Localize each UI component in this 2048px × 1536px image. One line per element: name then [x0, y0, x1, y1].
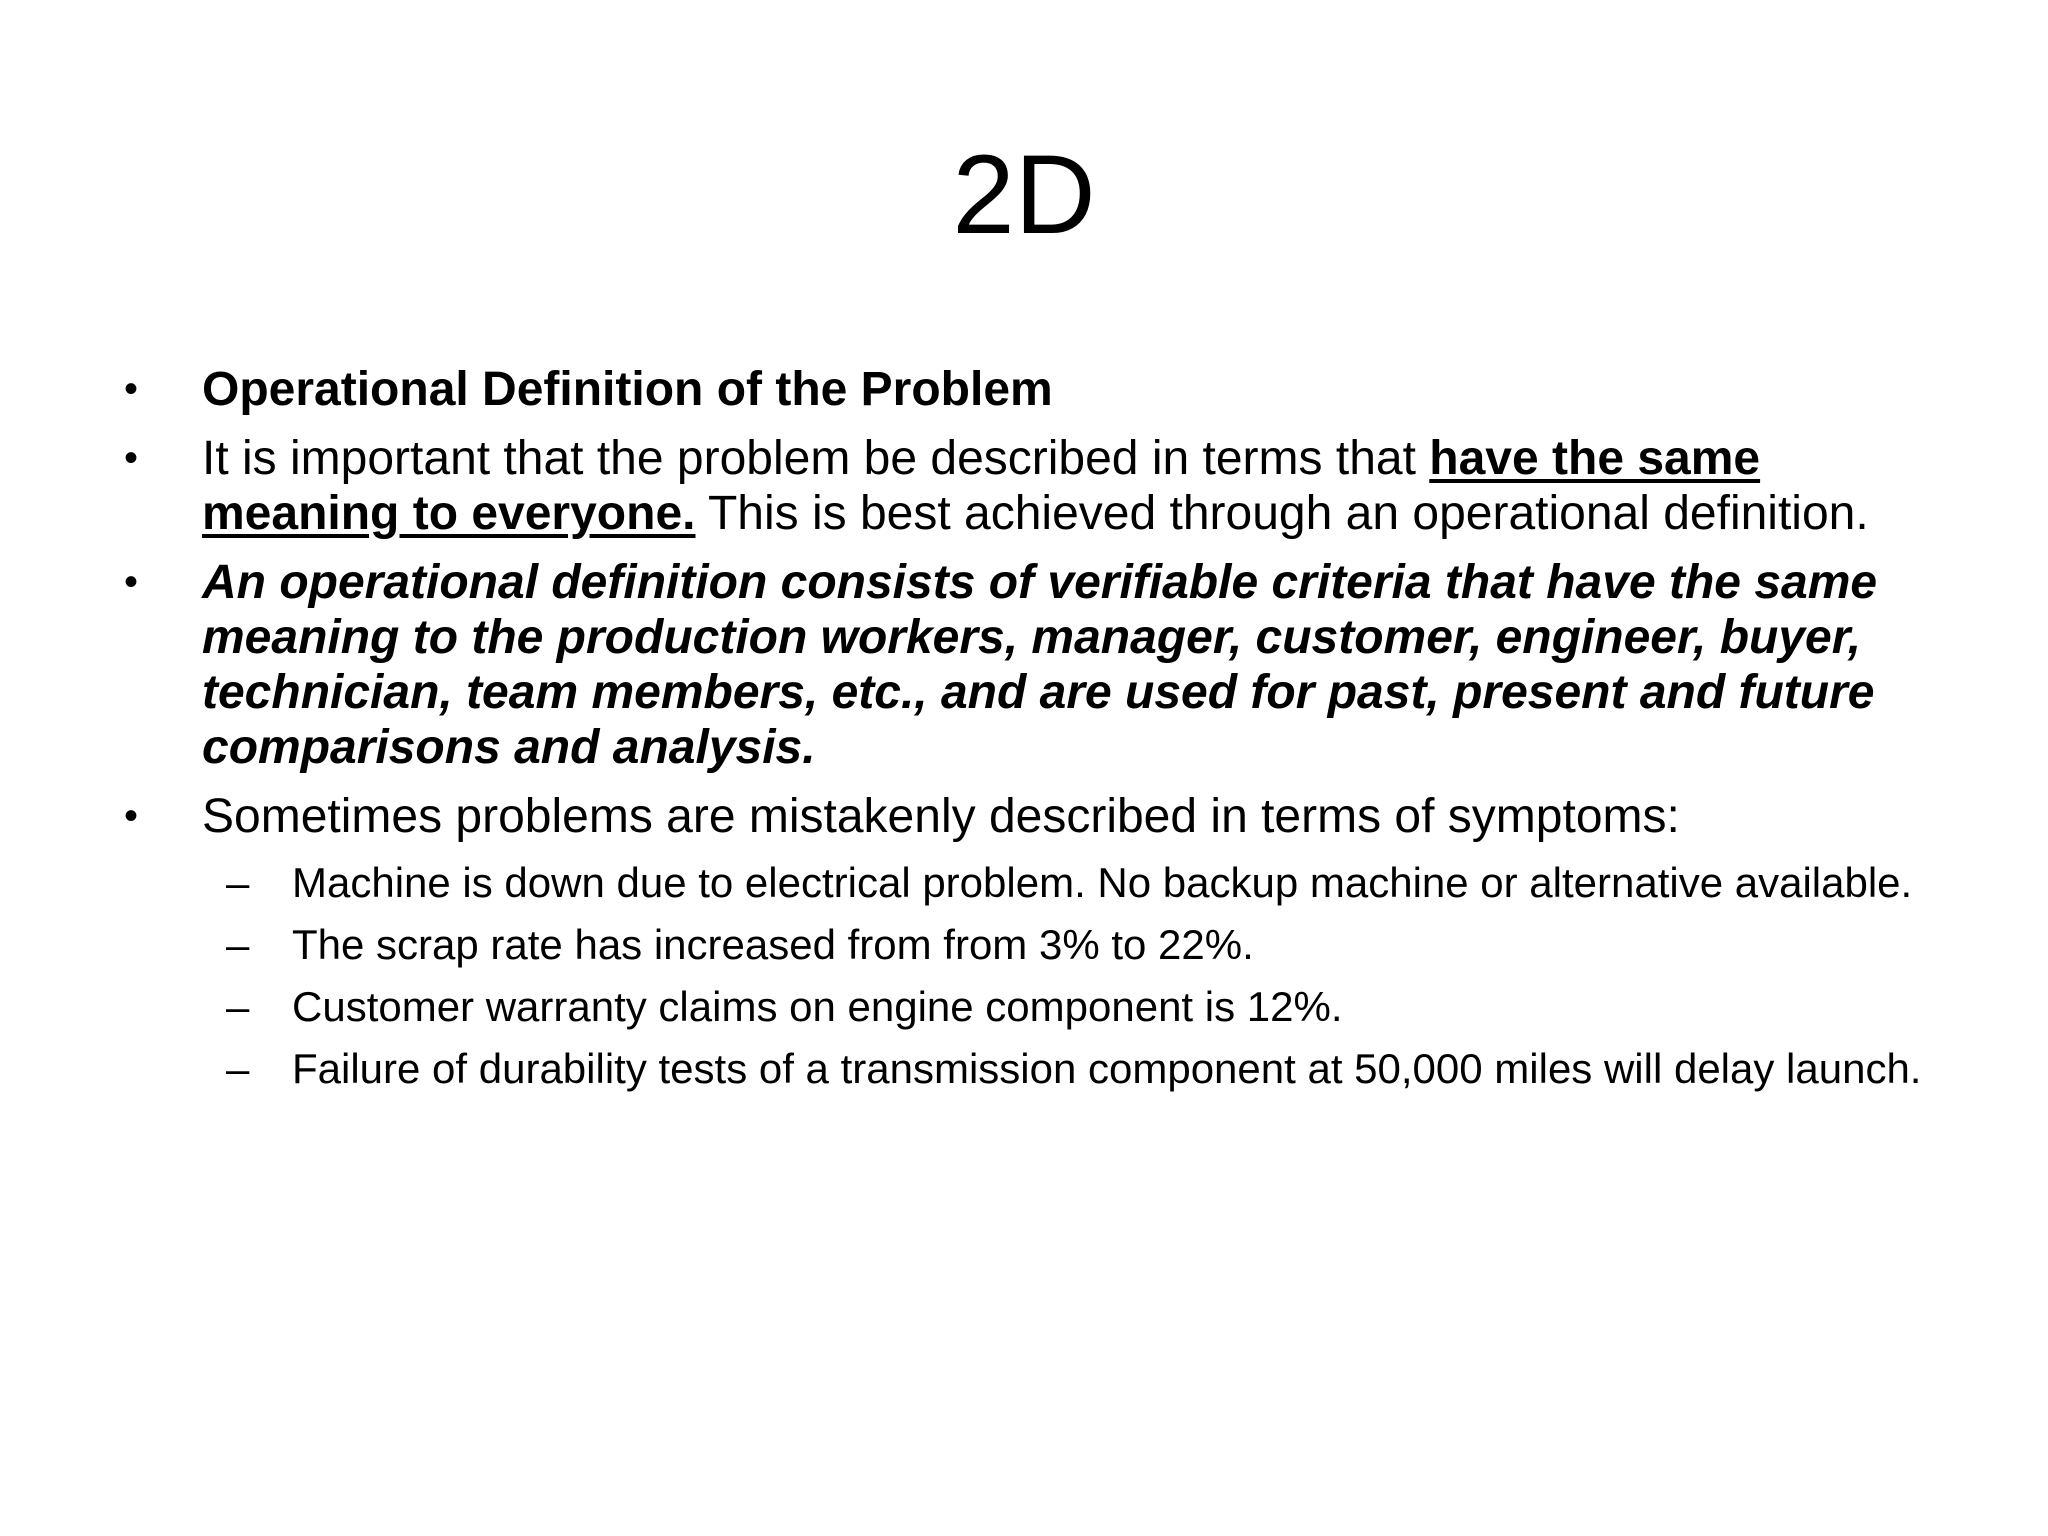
- slide-title: 2D: [952, 132, 1096, 257]
- sub-bullet-item-3: [120, 982, 1960, 1031]
- dash-marker: –: [226, 921, 250, 968]
- bullet-item-4: [120, 789, 1960, 844]
- bullet-text: Sometimes problems are mistakenly described in terms of symptoms:: [202, 790, 1680, 843]
- sub-bullet-item-2: [120, 920, 1960, 969]
- bullet-marker: •: [124, 367, 139, 411]
- sub-bullet-item-1: [120, 858, 1960, 907]
- bullet-item-2: [120, 431, 1960, 541]
- slide-content: [120, 362, 1960, 1106]
- sub-bullet-text: Customer warranty claims on engine component is 12%.: [292, 983, 1343, 1030]
- dash-marker: –: [226, 859, 250, 906]
- sub-bullet-text: Machine is down due to electrical problem. No backup machine or alternative available.: [292, 859, 1913, 906]
- sub-bullet-item-4: [120, 1044, 1960, 1093]
- bullet-text-after: This is best achieved through an operational definition.: [695, 487, 1869, 540]
- bullet-marker: •: [124, 436, 139, 480]
- bullet-text-emphasis: have the same meaning to everyone.: [202, 432, 1761, 540]
- dash-marker: –: [226, 1045, 250, 1092]
- sub-bullet-text: Failure of durability tests of a transmission component at 50,000 miles will delay launch.: [292, 1045, 1922, 1092]
- bullet-item-1: [120, 362, 1960, 417]
- sub-bullet-list: [120, 858, 1960, 1093]
- bullet-text: Operational Definition of the Problem: [202, 363, 1053, 416]
- bullet-marker: •: [124, 794, 139, 838]
- bullet-text: An operational definition consists of verifiable criteria that have the same meaning to the production workers, manager, customer, engineer, buyer, technician, team members, etc., and are used for past, present and future comparisons and analysis.: [202, 556, 1878, 774]
- bullet-text-before: It is important that the problem be described in terms that: [202, 432, 1430, 485]
- dash-marker: –: [226, 983, 250, 1030]
- bullet-text: [202, 431, 1960, 541]
- bullet-marker: •: [124, 560, 139, 604]
- bullet-item-3: [120, 555, 1960, 775]
- sub-bullet-text: The scrap rate has increased from from 3% to 22%.: [292, 921, 1254, 968]
